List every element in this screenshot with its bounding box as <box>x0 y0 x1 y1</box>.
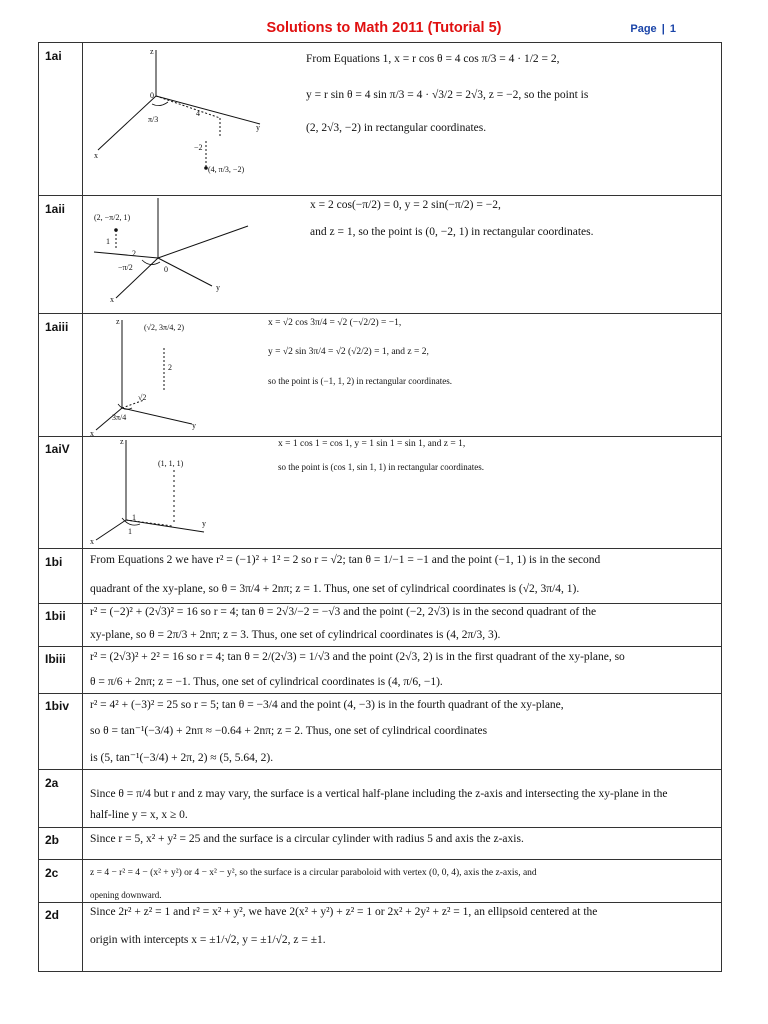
row-label-2c: 2c <box>45 866 59 880</box>
solution-line: x = 2 cos(−π/2) = 0, y = 2 sin(−π/2) = −2, <box>310 199 501 211</box>
row-label-1bi: 1bi <box>45 555 63 569</box>
solution-line: so the point is (cos 1, sin 1, 1) in rectangular coordinates. <box>278 462 484 472</box>
solution-line: origin with intercepts x = ±1/√2, y = ±1/√2, z = ±1. <box>90 934 326 946</box>
axis-label-y: y <box>256 123 260 132</box>
row-label-1aiv: 1aiV <box>45 442 70 456</box>
cylindrical-figure-1aiii <box>88 316 218 436</box>
height-label: 1 <box>106 237 110 246</box>
solution-line: r² = (2√3)² + 2² = 16 so r = 4; tan θ = 2/(2√3) = 1/√3 and the point (2√3, 2) is in the first quadrant of the xy-plane, so <box>90 651 625 663</box>
axis-label-x: x <box>94 151 98 160</box>
solution-line: quadrant of the xy-plane, so θ = 3π/4 + 2nπ; z = 1. Thus, one set of cylindrical coordinates is (√2, 3π/4, 1). <box>90 583 580 595</box>
solution-line: r² = (−2)² + (2√3)² = 16 so r = 4; tan θ = 2√3/−2 = −√3 and the point (−2, 2√3) is in the second quadrant of the <box>90 606 597 618</box>
row-label-1bii: 1bii <box>45 609 66 623</box>
solution-line: so θ = tan⁻¹(−3/4) + 2nπ ≈ −0.64 + 2nπ; z = 2. Thus, one set of cylindrical coordinates <box>90 725 488 737</box>
page-indicator <box>630 23 676 35</box>
radius-label: 1 <box>132 513 136 522</box>
solution-line: is (5, tan⁻¹(−3/4) + 2π, 2) ≈ (5, 5.64, 2). <box>90 752 274 764</box>
axis-label-z: z <box>150 47 154 56</box>
page-number: 1 <box>669 23 676 35</box>
cylindrical-figure-1ai <box>88 46 288 186</box>
row-label-1aii: 1aii <box>45 202 66 216</box>
point-label: (4, π/3, −2) <box>208 165 245 174</box>
row-label-1aiii: 1aiii <box>45 320 69 334</box>
page-separator: | <box>661 23 665 35</box>
row-label-1ai: 1ai <box>45 49 62 63</box>
solution-line: so the point is (−1, 1, 2) in rectangular coordinates. <box>268 376 453 386</box>
solution-line: θ = π/6 + 2nπ; z = −1. Thus, one set of cylindrical coordinates is (4, π/6, −1). <box>90 676 443 688</box>
solution-line: xy-plane, so θ = 2π/3 + 2nπ; z = 3. Thus, one set of cylindrical coordinates is (4, 2π/3, 3). <box>90 629 501 641</box>
point-label: (2, −π/2, 1) <box>94 213 131 222</box>
row-label-2a: 2a <box>45 776 59 790</box>
theta-label: π/3 <box>148 115 159 124</box>
theta-label: −π/2 <box>118 263 133 272</box>
axis-label-x: x <box>90 537 94 546</box>
solution-line: y = r sin θ = 4 sin π/3 = 4 · √3/2 = 2√3, z = −2, so the point is <box>306 89 589 101</box>
axis-label-y: y <box>192 421 196 430</box>
row-label-2b: 2b <box>45 833 60 847</box>
solution-line: (2, 2√3, −2) in rectangular coordinates. <box>306 122 487 134</box>
cylindrical-figure-1aii <box>88 198 248 308</box>
solution-line: Since r = 5, x² + y² = 25 and the surface is a circular cylinder with radius 5 and axis the z-axis. <box>90 833 524 845</box>
solution-line: half-line y = x, x ≥ 0. <box>90 809 188 821</box>
solution-line: y = √2 sin 3π/4 = √2 (√2/2) = 1, and z = 2, <box>268 347 429 357</box>
axis-label-y: y <box>202 519 206 528</box>
cylindrical-figure-1aiv <box>88 436 218 546</box>
solution-line: and z = 1, so the point is (0, −2, 1) in rectangular coordinates. <box>310 226 594 238</box>
solution-line: x = √2 cos 3π/4 = √2 (−√2/2) = −1, <box>268 318 402 328</box>
axis-label-x: x <box>110 295 114 304</box>
solution-line: From Equations 1, x = r cos θ = 4 cos π/3 = 4 · 1/2 = 2, <box>306 53 560 65</box>
solution-line: r² = 4² + (−3)² = 25 so r = 5; tan θ = −3/4 and the point (4, −3) is in the fourth quadrant of the xy-plane, <box>90 699 564 711</box>
radius-label: √2 <box>138 393 147 402</box>
document-title: Solutions to Math 2011 (Tutorial 5) <box>266 20 502 36</box>
point-label: (1, 1, 1) <box>158 459 184 468</box>
axis-label-z: z <box>116 317 120 326</box>
height-label: 2 <box>168 363 172 372</box>
solution-line: opening downward. <box>90 890 162 900</box>
theta-label: 3π/4 <box>112 413 127 422</box>
height-label: −2 <box>194 143 203 152</box>
axis-label-x: x <box>90 429 94 438</box>
row-label-1biii: Ibiii <box>45 652 66 666</box>
solution-line: Since 2r² + z² = 1 and r² = x² + y², we have 2(x² + y²) + z² = 1 or 2x² + 2y² + z² = 1, an ellipsoid centered at the <box>90 906 598 918</box>
solution-line: Since θ = π/4 but r and z may vary, the surface is a vertical half-plane including the z-axis and intersecting the xy-plane in the <box>90 788 668 800</box>
page-word: Page <box>630 23 657 35</box>
radius-label: 4 <box>196 109 200 118</box>
radius-label: 2 <box>132 249 136 258</box>
origin-label: 0 <box>164 265 168 274</box>
theta-label: 1 <box>128 527 132 536</box>
row-label-2d: 2d <box>45 908 60 922</box>
point-label: (√2, 3π/4, 2) <box>144 323 184 332</box>
axis-label-y: y <box>216 283 220 292</box>
solution-line: From Equations 2 we have r² = (−1)² + 1² = 2 so r = √2; tan θ = 1/−1 = −1 and the point (−1, 1) is in the second <box>90 554 601 566</box>
solution-line: x = 1 cos 1 = cos 1, y = 1 sin 1 = sin 1, and z = 1, <box>278 439 466 449</box>
row-label-1biv: 1biv <box>45 699 70 713</box>
axis-label-z: z <box>120 437 124 446</box>
solution-line: z = 4 − r² = 4 − (x² + y²) or 4 − x² − y², so the surface is a circular paraboloid with vertex (0, 0, 4), axis the z-axis, and <box>90 868 537 878</box>
origin-label: 0 <box>150 91 154 100</box>
